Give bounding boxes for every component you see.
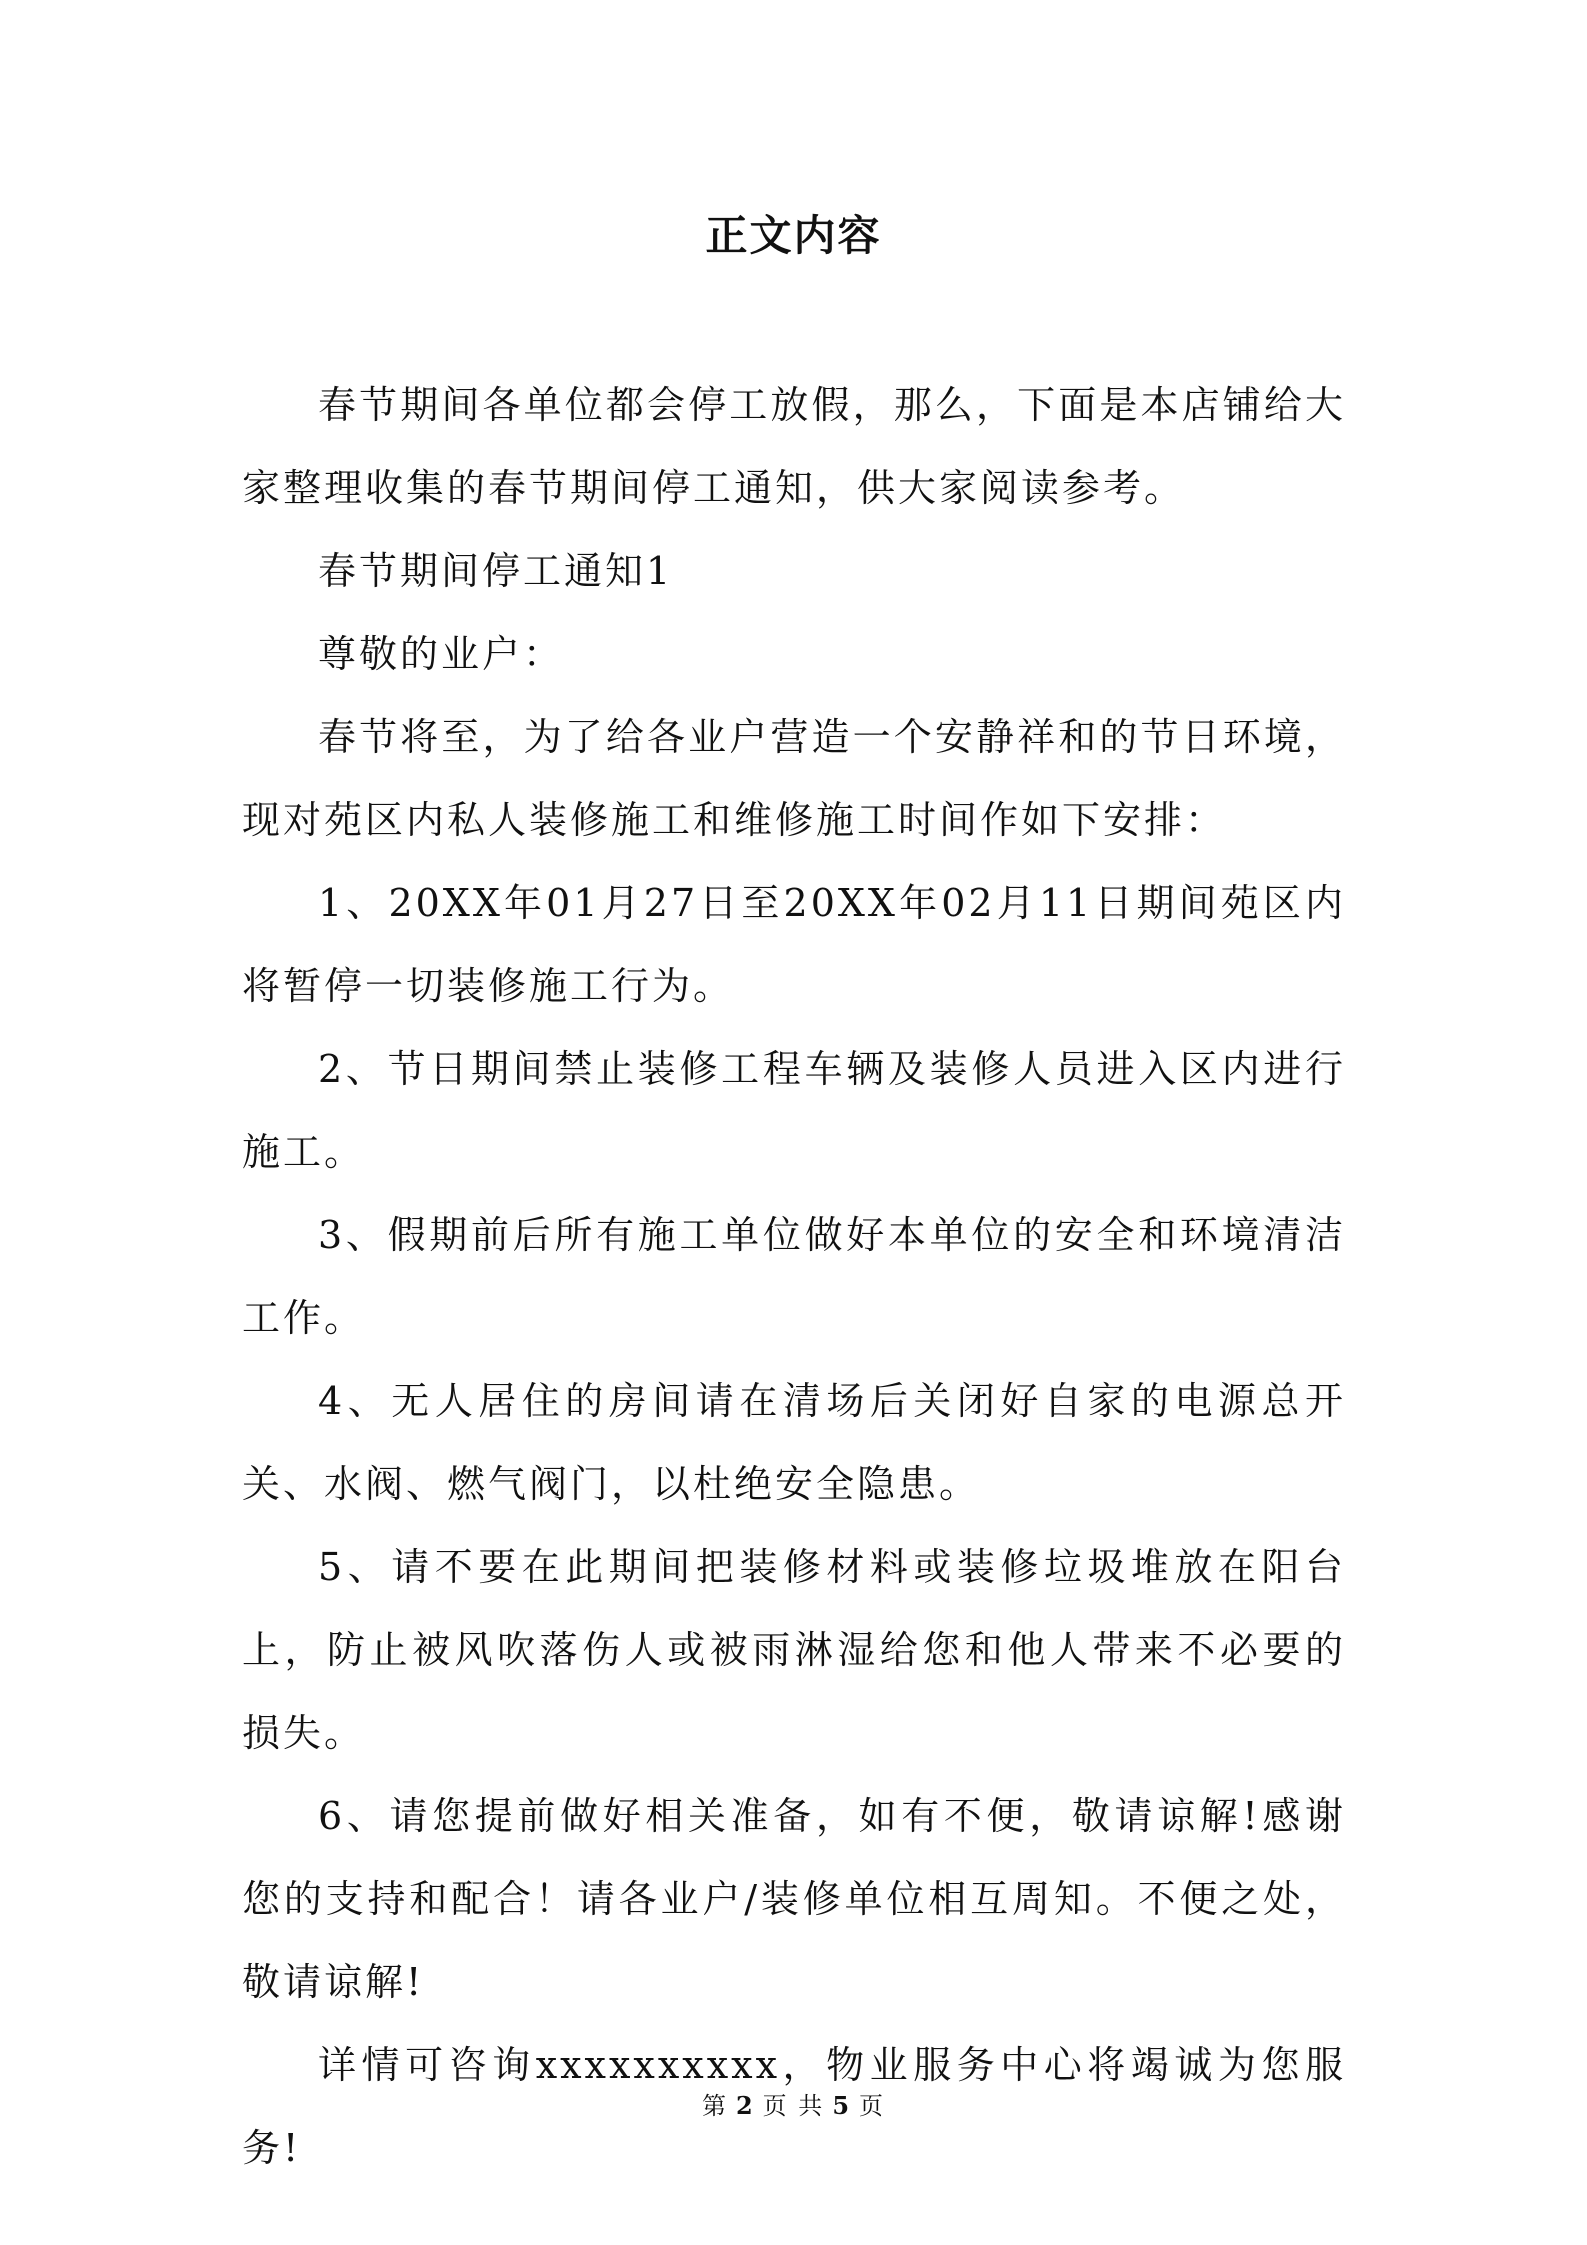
document-title: 正文内容 [705,211,882,260]
document-body [242,364,1346,2190]
footer-prefix: 第 [701,2092,728,2120]
footer-middle: 页 共 [762,2092,825,2120]
paragraph-item-5: 5、请不要在此期间把装修材料或装修垃圾堆放在阳台上，防止被风吹落伤人或被雨淋湿给您和他人带来不必要的损失。 [242,1545,1346,1755]
paragraph-item-1: 1、20XX年01月27日至20XX年02月11日期间苑区内将暂停一切装修施工行为。 [242,881,1346,1008]
paragraph-notice-heading: 春节期间停工通知1 [318,549,674,593]
paragraph-preamble: 春节将至，为了给各业户营造一个安静祥和的节日环境，现对苑区内私人装修施工和维修施工时间作如下安排： [242,715,1346,842]
paragraph-salutation: 尊敬的业户： [318,632,565,676]
paragraph-item-6: 6、请您提前做好相关准备，如有不便，敬请谅解!感谢您的支持和配合！请各业户/装修单位相互周知。不便之处，敬请谅解! [242,1794,1346,2004]
paragraph-item-2: 2、节日期间禁止装修工程车辆及装修人员进入区内进行施工。 [242,1047,1346,1174]
footer-suffix: 页 [859,2092,886,2120]
paragraph-item-4: 4、无人居住的房间请在清场后关闭好自家的电源总开关、水阀、燃气阀门，以杜绝安全隐患。 [242,1379,1346,1506]
total-pages-number: 5 [832,2091,852,2120]
page-number-footer [0,2090,1587,2122]
paragraph-item-3: 3、假期前后所有施工单位做好本单位的安全和环境清洁工作。 [242,1213,1346,1340]
paragraph-intro: 春节期间各单位都会停工放假，那么，下面是本店铺给大家整理收集的春节期间停工通知，供大家阅读参考。 [242,383,1346,510]
paragraph-contact: 详情可咨询xxxxxxxxxx，物业服务中心将竭诚为您服务! [242,2043,1346,2170]
current-page-number: 2 [735,2091,755,2120]
